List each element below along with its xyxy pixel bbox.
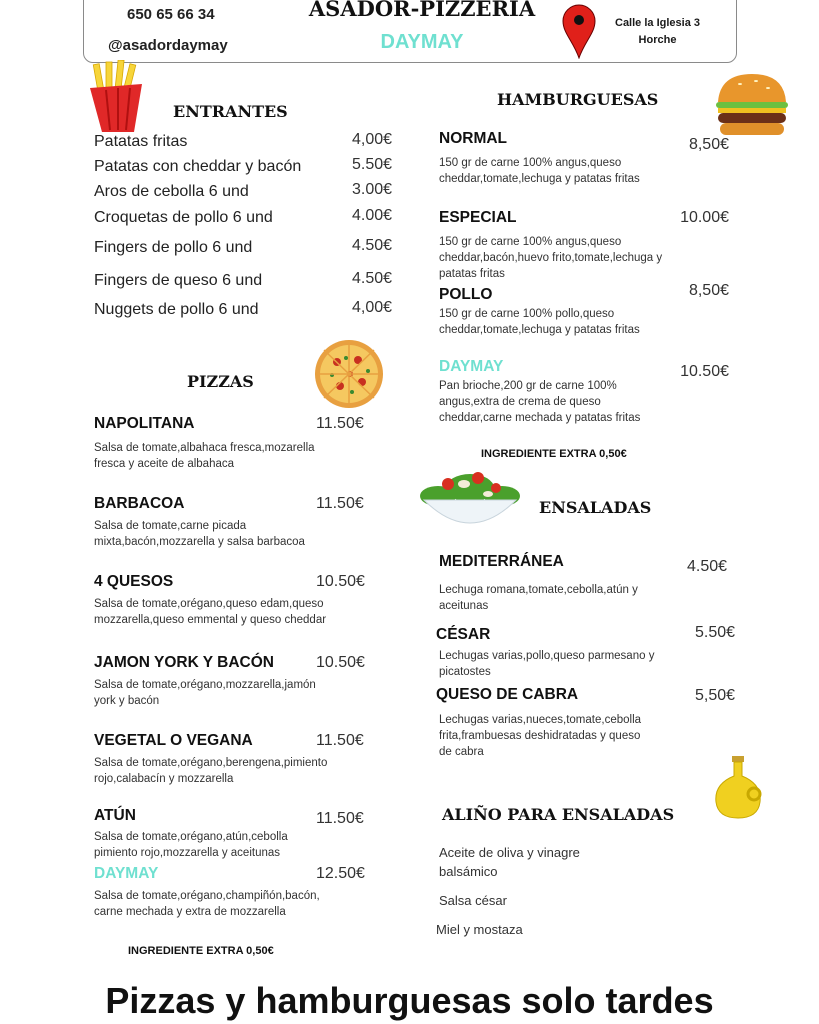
section-title-pizzas: PIZZAS (187, 372, 254, 391)
pizza-description: Salsa de tomate,orégano,mozzarella,jamón york y bacón (94, 679, 316, 707)
section-title-alino: ALIÑO PARA ENSALADAS (442, 805, 675, 824)
section-title-hamburguesas: HAMBURGUESAS (497, 90, 659, 109)
entrante-name: Croquetas de pollo 6 und (94, 209, 273, 226)
dressing-item: Miel y mostaza (436, 922, 523, 937)
entrante-name: Patatas con cheddar y bacón (94, 158, 302, 175)
restaurant-title: ASADOR-PIZZERIA (308, 0, 536, 21)
entrante-price: 4.00€ (352, 207, 393, 224)
burger-name: POLLO (439, 286, 493, 303)
entrante-name: Patatas fritas (94, 133, 188, 150)
address-town: Horche (638, 34, 677, 46)
salad-price: 5,50€ (695, 687, 736, 704)
pizza-price: 11.50€ (316, 415, 364, 432)
entrante-price: 3.00€ (352, 181, 393, 198)
pizza-name: DAYMAY (94, 865, 159, 882)
salad-price: 4.50€ (687, 558, 728, 575)
pizza-description: Salsa de tomate,albahaca fresca,mozarella fresca y aceite de albahaca (94, 442, 315, 470)
pizza-description: Salsa de tomate,orégano,berengena,pimiento rojo,calabacín y mozzarella (94, 757, 328, 785)
pizza-price: 10.50€ (316, 573, 365, 590)
pizza-description: Salsa de tomate,orégano,queso edam,queso mozzarella,queso emmental y queso cheddar (94, 598, 327, 626)
pizzas-extra-ingredient: INGREDIENTE EXTRA 0,50€ (128, 945, 274, 957)
salad-description: Lechugas varias,pollo,queso parmesano y picatostes (439, 650, 655, 678)
entrante-price: 4,00€ (352, 299, 393, 316)
dressing-item: Aceite de oliva y vinagre balsámico (439, 845, 580, 879)
pizza-price: 12.50€ (316, 865, 365, 882)
phone-number: 650 65 66 34 (127, 6, 215, 23)
burger-name: ESPECIAL (439, 209, 517, 226)
burger-name: DAYMAY (439, 358, 504, 375)
pizza-description: Salsa de tomate,orégano,atún,cebolla pimiento rojo,mozzarella y aceitunas (94, 831, 288, 859)
salad-name: MEDITERRÁNEA (439, 553, 564, 570)
burger-description: 150 gr de carne 100% pollo,queso cheddar,tomate,lechuga y patatas fritas (439, 308, 640, 336)
pizza-name: JAMON YORK Y BACÓN (94, 654, 275, 671)
salad-icon (418, 466, 522, 530)
pizza-description: Salsa de tomate,orégano,champiñón,bacón, carne mechada y extra de mozzarella (94, 890, 320, 918)
map-pin-icon (561, 3, 597, 59)
salad-description: Lechugas varias,nueces,tomate,cebolla frita,frambuesas deshidratadas y queso de cabra (439, 714, 642, 758)
salad-price: 5.50€ (695, 624, 736, 641)
burgers-extra-ingredient: INGREDIENTE EXTRA 0,50€ (481, 448, 627, 460)
fries-icon (86, 60, 148, 132)
pizza-icon (312, 338, 386, 410)
salad-name: QUESO DE CABRA (436, 686, 579, 703)
instagram-handle: @asadordaymay (108, 37, 228, 54)
burger-price: 10.00€ (680, 209, 729, 226)
section-title-entrantes: ENTRANTES (173, 102, 288, 121)
burger-description: 150 gr de carne 100% angus,queso cheddar,tomate,lechuga y patatas fritas (439, 157, 640, 185)
burger-description: Pan brioche,200 gr de carne 100% angus,extra de crema de queso cheddar,carne mechada y patatas fritas (439, 380, 641, 424)
entrante-price: 4.50€ (352, 237, 393, 254)
dressing-item: Salsa césar (439, 893, 507, 908)
pizza-description: Salsa de tomate,carne picada mixta,bacón,mozzarella y salsa barbacoa (94, 520, 305, 548)
salad-name: CÉSAR (436, 626, 491, 643)
pizza-price: 11.50€ (316, 495, 364, 512)
pizza-name: ATÚN (94, 807, 136, 824)
burger-price: 8,50€ (688, 136, 729, 153)
olive-oil-icon (712, 754, 768, 820)
section-title-ensaladas: ENSALADAS (539, 498, 652, 517)
restaurant-name: DAYMAY (380, 31, 464, 53)
burger-price: 10.50€ (680, 363, 729, 380)
pizza-price: 10.50€ (316, 654, 365, 671)
address (600, 15, 715, 49)
footer-notice: Pizzas y hamburguesas solo tardes (105, 980, 714, 1021)
burger-name: NORMAL (439, 130, 508, 147)
entrante-name: Fingers de queso 6 und (94, 272, 263, 289)
burger-description: 150 gr de carne 100% angus,queso cheddar,bacón,huevo frito,tomate,lechuga y patatas fritas (439, 236, 663, 280)
entrante-name: Nuggets de pollo 6 und (94, 301, 259, 318)
burger-price: 8,50€ (688, 282, 729, 299)
address-street: Calle la Iglesia 3 (615, 17, 700, 29)
entrante-price: 4,00€ (352, 131, 393, 148)
pizza-name: BARBACOA (94, 495, 185, 512)
pizza-price: 11.50€ (316, 810, 364, 827)
pizza-price: 11.50€ (316, 732, 364, 749)
entrante-name: Aros de cebolla 6 und (94, 183, 249, 200)
entrante-price: 4.50€ (352, 270, 393, 287)
salad-description: Lechuga romana,tomate,cebolla,atún y aceitunas (439, 584, 638, 612)
entrante-price: 5.50€ (352, 156, 393, 173)
pizza-name: NAPOLITANA (94, 415, 195, 432)
pizza-name: VEGETAL O VEGANA (94, 732, 253, 749)
pizza-name: 4 QUESOS (94, 573, 174, 590)
entrante-name: Fingers de pollo 6 und (94, 239, 253, 256)
burger-icon (712, 72, 792, 138)
